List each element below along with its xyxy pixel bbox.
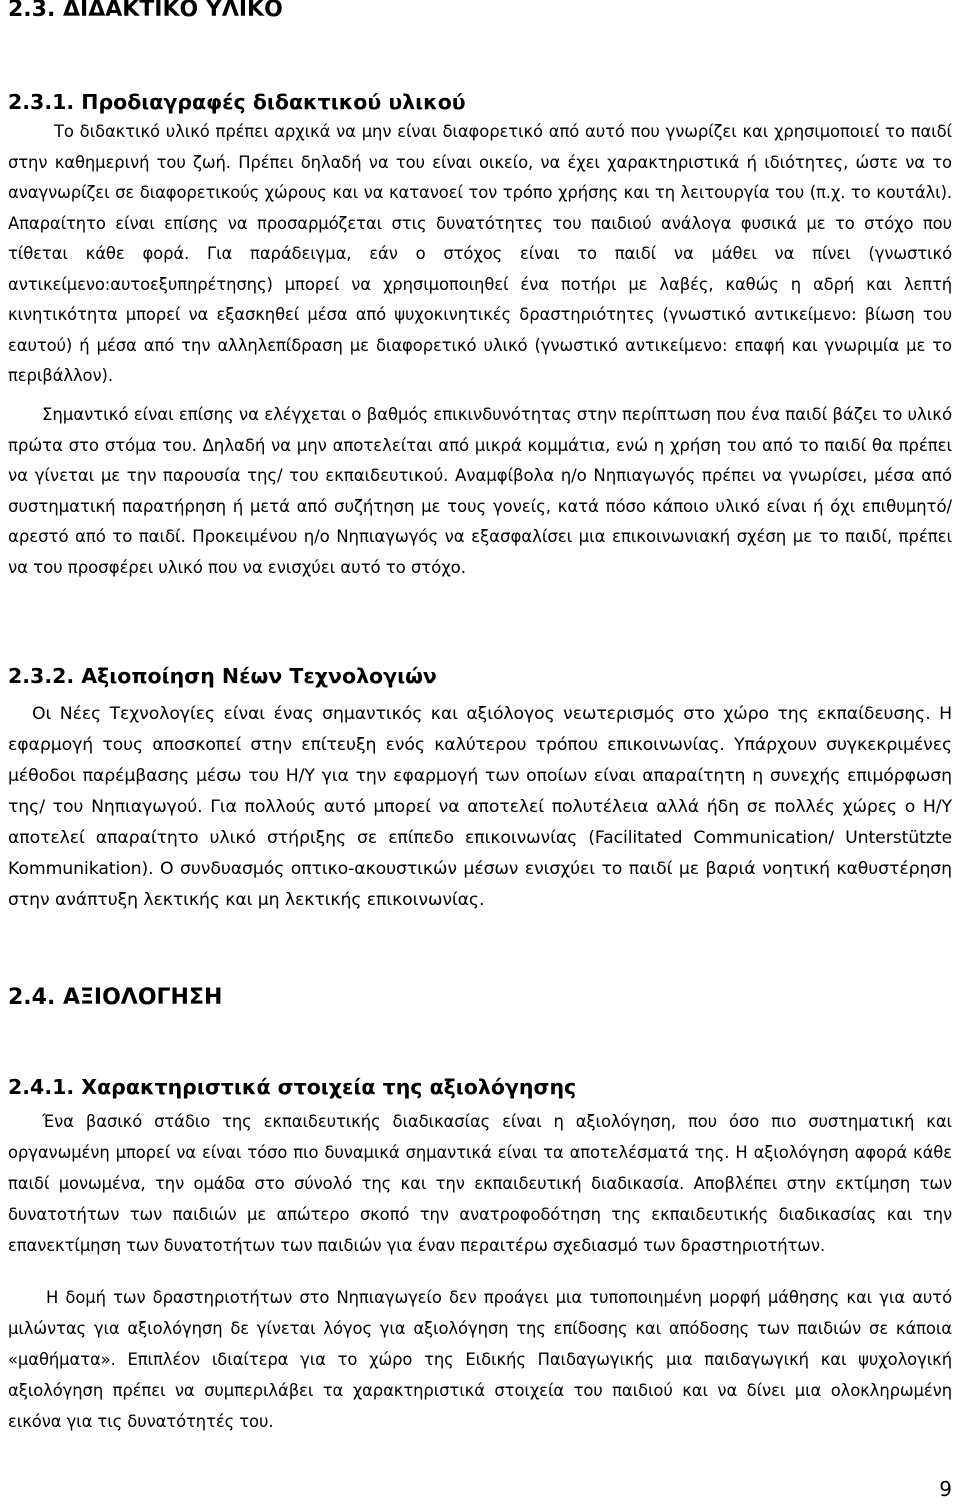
subsection-heading-2-3-1: 2.3.1. Προδιαγραφές διδακτικού υλικού — [8, 90, 466, 114]
subsection-heading-2-4-1: 2.4.1. Χαρακτηριστικά στοιχεία της αξιολόγησης — [8, 1075, 577, 1099]
section-heading-2-4: 2.4. ΑΞΙΟΛΟΓΗΣΗ — [8, 985, 223, 1010]
page-number: 9 — [939, 1477, 952, 1501]
paragraph-2-3-1-b: Σημαντικό είναι επίσης να ελέγχεται ο βαθμός επικινδυνότητας στην περίπτωση που ένα παιδί βάζει το υλικό πρώτα στο στόμα του. Δηλαδή να μην αποτελείται από μικρά κομμάτια, ενώ η χρήση του από το παιδί θα πρέπει να γίνεται με την παρουσία της/ του εκπαιδευτικού. Αναμφίβολα η/ο Νηπιαγωγός πρέπει να γνωρίσει, μέσα από συστηματική παρατήρηση ή μετά από συζήτηση με τους γονείς, κατά πόσο κάποιο υλικό είναι ή όχι επιθυμητό/ αρεστό από το παιδί. Προκειμένου η/ο Νηπιαγωγός να εξασφαλίσει μια επικοινωνιακή σχέση με το παιδί, πρέπει να του προσφέρει υλικό που να ενισχύει αυτό το στόχο. — [8, 405, 952, 577]
paragraph-2-3-2-a: Οι Νέες Τεχνολογίες είναι ένας σημαντικός και αξιόλογος νεωτερισμός στο χώρο της εκπαίδευσης. Η εφαρμογή τους αποσκοπεί στην επίτευξη ενός καλύτερου τρόπου επικοινωνίας. Υπάρχουν συγκεκριμένες μέθοδοι παρέμβασης μέσω του Η/Υ για την εφαρμογή των οποίων είναι απαραίτητη η συνεχής επιμόρφωση της/ του Νηπιαγωγού. Για πολλούς αυτό μπορεί να αποτελεί πολυτέλεια αλλά ήδη σε πολλές χώρες ο Η/Υ αποτελεί απαραίτητο υλικό στήριξης σε επίπεδο επικοινωνίας (Facilitated Communication/ Unterstützte Kommunikation). Ο συνδυασμός οπτικο-ακουστικών μέσων ενισχύει το παιδί με βαριά νοητική καθυστέρηση στην ανάπτυξη λεκτικής και μη λεκτικής επικοινωνίας. — [8, 704, 952, 910]
paragraph-2-3-1-a: Το διδακτικό υλικό πρέπει αρχικά να μην είναι διαφορετικό από αυτό που γνωρίζει και χρησιμοποιεί το παιδί στην καθημερινή του ζωή. Πρέπει δηλαδή να του είναι οικείο, να έχει χαρακτηριστικά ή ιδιότητες, ώστε να το αναγνωρίζει σε διαφορετικούς χώρους και να κατανοεί τον τρόπο χρήσης και τη λειτουργία του (π.χ. το κουτάλι). Απαραίτητο είναι επίσης να προσαρμόζεται στις δυνατότητες του παιδιού ανάλογα φυσικά με το στόχο που τίθεται κάθε φορά. Για παράδειγμα, εάν ο στόχος είναι το παιδί να μάθει να πίνει (γνωστικό αντικείμενο:αυτοεξυπηρέτησης) μπορεί να χρησιμοποιηθεί ένα ποτήρι με λαβές, καθώς η αδρή και λεπτή κινητικότητα μπορεί να εξασκηθεί μέσα από ψυχοκινητικές δραστηριότητες (γνωστικό αντικείμενο: βίωση του εαυτού) ή μέσα από την αλληλεπίδραση με διαφορετικό υλικό (γνωστικό αντικείμενο: επαφή και γνωριμία με το περιβάλλον). — [8, 122, 952, 385]
paragraph-2-4-1-b: Η δομή των δραστηριοτήτων στο Νηπιαγωγείο δεν προάγει μια τυποποιημένη μορφή μάθησης και για αυτό μιλώντας για αξιολόγηση δε γίνεται λόγος για αξιολόγηση της επίδοσης και απόδοσης των παιδιών σε κάποια «μαθήματα». Επιπλέον ιδιαίτερα για το χώρο της Ειδικής Παιδαγωγικής μια παιδαγωγική και ψυχολογική αξιολόγηση πρέπει να συμπεριλάβει τα χαρακτηριστικά στοιχεία του παιδιού και να δίνει μια ολοκληρωμένη εικόνα για τις δυνατότητές του. — [8, 1288, 952, 1431]
section-heading-2-3: 2.3. ΔΙΔΑΚΤΙΚΟ ΥΛΙΚΟ — [8, 0, 283, 22]
paragraph-2-4-1-a: Ένα βασικό στάδιο της εκπαιδευτικής διαδικασίας είναι η αξιολόγηση, που όσο πιο συστηματική και οργανωμένη μπορεί να είναι τόσο πιο δυναμικά σημαντικά είναι τα αποτελέσματά της. Η αξιολόγηση αφορά κάθε παιδί μονωμένα, την ομάδα στο σύνολό της και την εκπαιδευτική διαδικασία. Αποβλέπει στην εκτίμηση των δυνατοτήτων των παιδιών με απώτερο σκοπό την ανατροφοδότηση της εκπαιδευτικής διαδικασίας και την επανεκτίμηση των δυνατοτήτων των παιδιών για έναν περαιτέρω σχεδιασμό των δραστηριοτήτων. — [8, 1112, 952, 1255]
subsection-heading-2-3-2: 2.3.2. Αξιοποίηση Νέων Τεχνολογιών — [8, 664, 437, 688]
